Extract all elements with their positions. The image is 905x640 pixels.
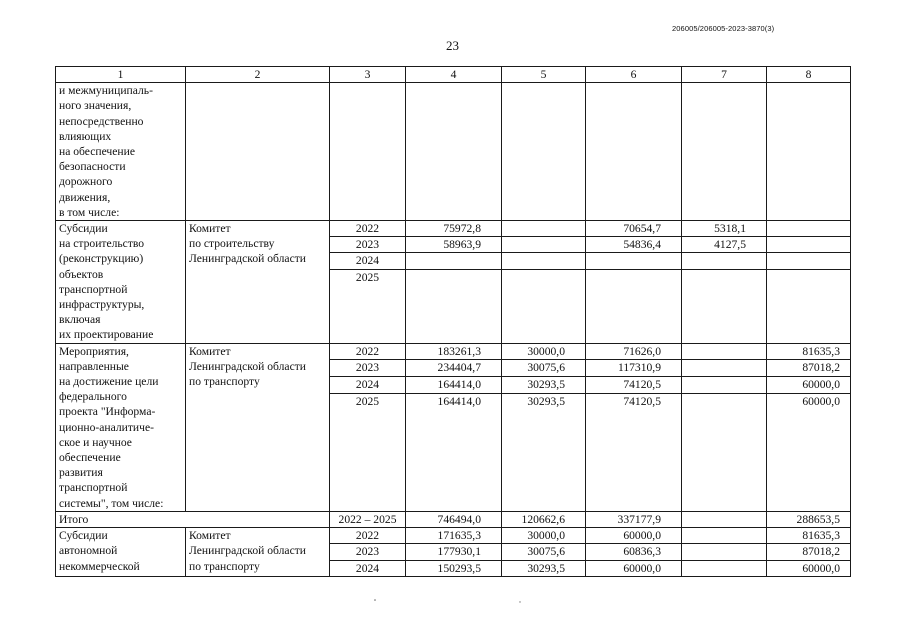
value-cell-c7 [682, 269, 767, 343]
value-cell-c6: 74120,5 [586, 377, 682, 394]
value-cell-c4: 177930,1 [406, 544, 502, 560]
column-header: 7 [682, 67, 767, 83]
value-cell-c7 [682, 393, 767, 511]
total-label: Итого [56, 511, 330, 527]
year-cell: 2022 [330, 221, 406, 237]
value-cell-c7: 4127,5 [682, 237, 767, 253]
year-cell: 2024 [330, 253, 406, 269]
total-row [56, 511, 851, 527]
executor: Комитет по строительству Ленинградской области [186, 221, 330, 344]
value-cell-c4 [406, 253, 502, 269]
value-cell-c6 [586, 269, 682, 343]
value-cell-c6: 71626,0 [586, 343, 682, 360]
total-value-c4: 746494,0 [406, 511, 502, 527]
value-cell-c5: 30000,0 [502, 528, 586, 544]
value-cell-c4: 58963,9 [406, 237, 502, 253]
value-cell-c4 [406, 269, 502, 343]
measure-name: Мероприятия, направленные на достижение цели федерального проекта "Информа- ционно-аналитиче- ское и научное обеспечение развития транспортной системы", том числе: [56, 343, 186, 511]
value-cell-c8 [767, 253, 851, 269]
year-cell: 2024 [330, 560, 406, 576]
year-cell: 2025 [330, 269, 406, 343]
value-cell-c8 [767, 221, 851, 237]
value-cell-c5: 30293,5 [502, 377, 586, 394]
value-cell-c7 [682, 360, 767, 377]
measure-name: Субсидии на строительство (реконструкцию) объектов транспортной инфраструктуры, включая их проектирование [56, 221, 186, 344]
value-cell-c6: 74120,5 [586, 393, 682, 511]
value-cell-c6: 60000,0 [586, 528, 682, 544]
year-cell: 2022 [330, 343, 406, 360]
value-cell-c7 [682, 528, 767, 544]
value-cell-c4: 150293,5 [406, 560, 502, 576]
total-years: 2022 – 2025 [330, 511, 406, 527]
value-cell-c6 [586, 253, 682, 269]
value-cell-c5: 30293,5 [502, 393, 586, 511]
total-value-c7 [682, 511, 767, 527]
value-cell-c5 [502, 237, 586, 253]
total-value-c8: 288653,5 [767, 511, 851, 527]
value-cell-c4: 75972,8 [406, 221, 502, 237]
value-cell-c5 [502, 253, 586, 269]
value-cell-c5 [502, 221, 586, 237]
column-header: 8 [767, 67, 851, 83]
year-cell [330, 83, 406, 221]
table-row [56, 221, 851, 237]
value-cell-c7 [682, 544, 767, 560]
value-cell-c8: 87018,2 [767, 544, 851, 560]
value-cell-c7 [682, 377, 767, 394]
total-value-c6: 337177,9 [586, 511, 682, 527]
value-cell-c8: 60000,0 [767, 377, 851, 394]
year-cell: 2023 [330, 237, 406, 253]
value-cell-c6: 117310,9 [586, 360, 682, 377]
value-cell-c4: 234404,7 [406, 360, 502, 377]
year-cell: 2022 [330, 528, 406, 544]
year-cell: 2023 [330, 544, 406, 560]
value-cell-c4: 164414,0 [406, 377, 502, 394]
value-cell-c5: 30293,5 [502, 560, 586, 576]
value-cell-c8: 81635,3 [767, 528, 851, 544]
value-cell-c7 [682, 83, 767, 221]
value-cell-c6 [586, 83, 682, 221]
value-cell-c5: 30075,6 [502, 360, 586, 377]
table-row [56, 343, 851, 360]
value-cell-c4 [406, 83, 502, 221]
value-cell-c7: 5318,1 [682, 221, 767, 237]
header-row [56, 67, 851, 83]
column-header: 3 [330, 67, 406, 83]
value-cell-c6: 60836,3 [586, 544, 682, 560]
value-cell-c5: 30000,0 [502, 343, 586, 360]
value-cell-c8: 60000,0 [767, 560, 851, 576]
budget-table [55, 66, 851, 577]
column-header: 2 [186, 67, 330, 83]
value-cell-c6: 54836,4 [586, 237, 682, 253]
value-cell-c4: 183261,3 [406, 343, 502, 360]
column-header: 4 [406, 67, 502, 83]
value-cell-c7 [682, 560, 767, 576]
value-cell-c4: 164414,0 [406, 393, 502, 511]
table-row [56, 528, 851, 544]
column-header: 1 [56, 67, 186, 83]
document-id: 206005/206005-2023-3870(3) [672, 24, 775, 33]
column-header: 6 [586, 67, 682, 83]
value-cell-c8 [767, 83, 851, 221]
value-cell-c6: 70654,7 [586, 221, 682, 237]
value-cell-c8 [767, 269, 851, 343]
value-cell-c7 [682, 343, 767, 360]
value-cell-c7 [682, 253, 767, 269]
measure-name: Субсидии автономной некоммерческой [56, 528, 186, 577]
value-cell-c5: 30075,6 [502, 544, 586, 560]
executor: Комитет Ленинградской области по транспорту [186, 528, 330, 577]
value-cell-c5 [502, 269, 586, 343]
scan-dots [0, 596, 905, 606]
column-header: 5 [502, 67, 586, 83]
value-cell-c6: 60000,0 [586, 560, 682, 576]
value-cell-c4: 171635,3 [406, 528, 502, 544]
year-cell: 2023 [330, 360, 406, 377]
executor [186, 83, 330, 221]
value-cell-c8: 81635,3 [767, 343, 851, 360]
measure-name: и межмуниципаль- ного значения, непосредственно влияющих на обеспечение безопасности дорожного движения, в том числе: [56, 83, 186, 221]
value-cell-c8: 87018,2 [767, 360, 851, 377]
executor: Комитет Ленинградской области по транспорту [186, 343, 330, 511]
year-cell: 2025 [330, 393, 406, 511]
value-cell-c8 [767, 237, 851, 253]
page-number: 23 [446, 38, 459, 53]
year-cell: 2024 [330, 377, 406, 394]
table-row [56, 83, 851, 221]
value-cell-c5 [502, 83, 586, 221]
value-cell-c8: 60000,0 [767, 393, 851, 511]
total-value-c5: 120662,6 [502, 511, 586, 527]
